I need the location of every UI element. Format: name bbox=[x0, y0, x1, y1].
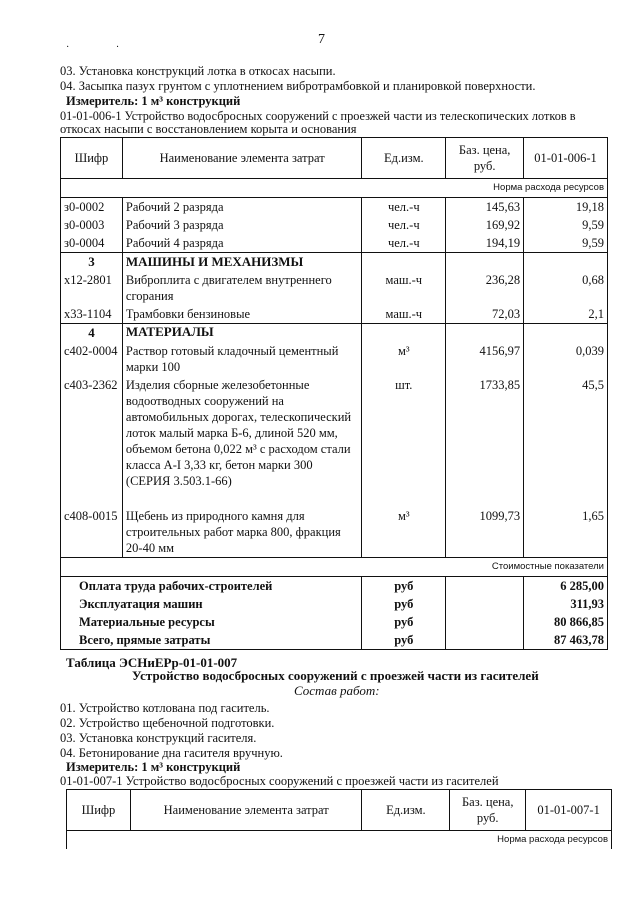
table-row bbox=[61, 507, 608, 558]
row-value: 9,59 bbox=[524, 216, 608, 234]
summary-unit: руб bbox=[362, 577, 446, 596]
row-value: 2,1 bbox=[524, 305, 608, 324]
row-price: 236,28 bbox=[446, 271, 524, 305]
row-name: Трамбовки бензиновые bbox=[122, 305, 361, 324]
scan-marks: · · bbox=[66, 42, 142, 53]
row-unit: маш.-ч bbox=[362, 271, 446, 305]
measure-unit-2: Измеритель: 1 м³ конструкций bbox=[66, 760, 241, 774]
row-code: х12-2801 bbox=[61, 271, 123, 305]
table-row bbox=[61, 198, 608, 217]
row-name: Рабочий 3 разряда bbox=[122, 216, 361, 234]
row-name: Изделия сборные железобетонные водоотводных сооружений на автомобильных дорогах, телескопический лоток малый марка Б-6, длиной 520 мм, объемом бетона 0,022 м³ с расходом стали класса А-I 3,33 кг, бетон марки 300 (СЕРИЯ 3.503.1-66) bbox=[122, 376, 361, 507]
row-unit: шт. bbox=[362, 376, 446, 507]
row-code: з0-0002 bbox=[61, 198, 123, 217]
row-price: 194,19 bbox=[446, 234, 524, 253]
col-header-price: Баз. цена, руб. bbox=[450, 790, 526, 831]
intro-line-3: 03. Установка конструкций лотка в откосах насыпи. bbox=[60, 64, 336, 78]
col-header-code: Шифр bbox=[67, 790, 131, 831]
row-code: з0-0004 bbox=[61, 234, 123, 253]
col-header-name: Наименование элемента затрат bbox=[122, 138, 361, 179]
summary-value: 311,93 bbox=[524, 595, 608, 613]
row-name: Раствор готовый кладочный цементный марки 100 bbox=[122, 342, 361, 376]
row-price: 4156,97 bbox=[446, 342, 524, 376]
summary-name: Материальные ресурсы bbox=[61, 613, 362, 631]
row-code: с402-0004 bbox=[61, 342, 123, 376]
row-unit: маш.-ч bbox=[362, 305, 446, 324]
row-name: Виброплита с двигателем внутреннего сгорания bbox=[122, 271, 361, 305]
row-unit: чел.-ч bbox=[362, 234, 446, 253]
col-header-norm: 01-01-007-1 bbox=[526, 790, 612, 831]
row-value: 9,59 bbox=[524, 234, 608, 253]
table2-caption: Таблица ЭСНиЕРр-01-01-007 bbox=[66, 655, 238, 670]
work-line-1: 01. Устройство котлована под гаситель. bbox=[60, 701, 270, 715]
row-code: х33-1104 bbox=[61, 305, 123, 324]
norm-label: Норма расхода ресурсов bbox=[61, 179, 608, 198]
table-row bbox=[61, 271, 608, 305]
row-unit: чел.-ч bbox=[362, 198, 446, 217]
row-unit: м³ bbox=[362, 507, 446, 558]
col-header-unit: Ед.изм. bbox=[362, 138, 446, 179]
row-code: с408-0015 bbox=[61, 507, 123, 558]
row-value: 0,039 bbox=[524, 342, 608, 376]
row-name: Щебень из природного камня для строительных работ марка 800, фракция 20-40 мм bbox=[122, 507, 361, 558]
col-header-price: Баз. цена, руб. bbox=[446, 138, 524, 179]
row-code: с403-2362 bbox=[61, 376, 123, 507]
section-number: 4 bbox=[61, 324, 123, 343]
summary-value: 80 866,85 bbox=[524, 613, 608, 631]
summary-unit: руб bbox=[362, 631, 446, 650]
section-title: МАТЕРИАЛЫ bbox=[122, 324, 361, 343]
row-name: Рабочий 4 разряда bbox=[122, 234, 361, 253]
summary-value: 87 463,78 bbox=[524, 631, 608, 650]
summary-name: Эксплуатация машин bbox=[61, 595, 362, 613]
row-value: 45,5 bbox=[524, 376, 608, 507]
col-header-norm: 01-01-006-1 bbox=[524, 138, 608, 179]
col-header-name: Наименование элемента затрат bbox=[130, 790, 362, 831]
summary-unit: руб bbox=[362, 613, 446, 631]
table-row bbox=[61, 376, 608, 507]
row-value: 0,68 bbox=[524, 271, 608, 305]
summary-name: Всего, прямые затраты bbox=[61, 631, 362, 650]
measure-unit-1: Измеритель: 1 м³ конструкций bbox=[66, 94, 241, 108]
composition-heading: Состав работ: bbox=[294, 683, 380, 698]
row-price: 145,63 bbox=[446, 198, 524, 217]
page-number: 7 bbox=[318, 32, 325, 47]
summary-name: Оплата труда рабочих-строителей bbox=[61, 577, 362, 596]
item1-title-line1: 01-01-006-1 Устройство водосбросных сооружений с проезжей части из телескопических лотков в bbox=[60, 109, 576, 123]
row-unit: чел.-ч bbox=[362, 216, 446, 234]
row-unit: м³ bbox=[362, 342, 446, 376]
table-row bbox=[61, 216, 608, 234]
table-row bbox=[61, 305, 608, 324]
summary-row bbox=[61, 613, 608, 631]
table2-title: Устройство водосбросных сооружений с проезжей части из гасителей bbox=[132, 668, 539, 683]
table-row bbox=[61, 234, 608, 253]
row-value: 19,18 bbox=[524, 198, 608, 217]
row-price: 169,92 bbox=[446, 216, 524, 234]
resource-table-2 bbox=[66, 789, 612, 849]
item2-title: 01-01-007-1 Устройство водосбросных сооружений с проезжей части из гасителей bbox=[60, 774, 499, 788]
summary-row bbox=[61, 631, 608, 650]
work-line-4: 04. Бетонирование дна гасителя вручную. bbox=[60, 746, 283, 760]
col-header-unit: Ед.изм. bbox=[362, 790, 450, 831]
table2-header-row bbox=[67, 790, 612, 831]
section-number: 3 bbox=[61, 253, 123, 272]
row-value: 1,65 bbox=[524, 507, 608, 558]
intro-line-4: 04. Засыпка пазух грунтом с уплотнением вибротрамбовкой и планировкой поверхности. bbox=[60, 79, 536, 93]
table1-header-row bbox=[61, 138, 608, 179]
section-row-machines bbox=[61, 253, 608, 272]
summary-value: 6 285,00 bbox=[524, 577, 608, 596]
row-price: 72,03 bbox=[446, 305, 524, 324]
item1-title-line2: откосах насыпи с восстановлением корыта и основания bbox=[60, 122, 357, 136]
summary-row bbox=[61, 595, 608, 613]
summary-unit: руб bbox=[362, 595, 446, 613]
cost-label: Стоимостные показатели bbox=[61, 558, 608, 577]
table-row bbox=[61, 342, 608, 376]
section-title: МАШИНЫ И МЕХАНИЗМЫ bbox=[122, 253, 361, 272]
row-price: 1099,73 bbox=[446, 507, 524, 558]
col-header-code: Шифр bbox=[61, 138, 123, 179]
work-line-2: 02. Устройство щебеночной подготовки. bbox=[60, 716, 275, 730]
section-row-materials bbox=[61, 324, 608, 343]
norm-label: Норма расхода ресурсов bbox=[67, 831, 612, 850]
resource-table-1 bbox=[60, 137, 608, 650]
row-code: з0-0003 bbox=[61, 216, 123, 234]
summary-row bbox=[61, 577, 608, 596]
work-line-3: 03. Установка конструкций гасителя. bbox=[60, 731, 257, 745]
row-price: 1733,85 bbox=[446, 376, 524, 507]
row-name: Рабочий 2 разряда bbox=[122, 198, 361, 217]
